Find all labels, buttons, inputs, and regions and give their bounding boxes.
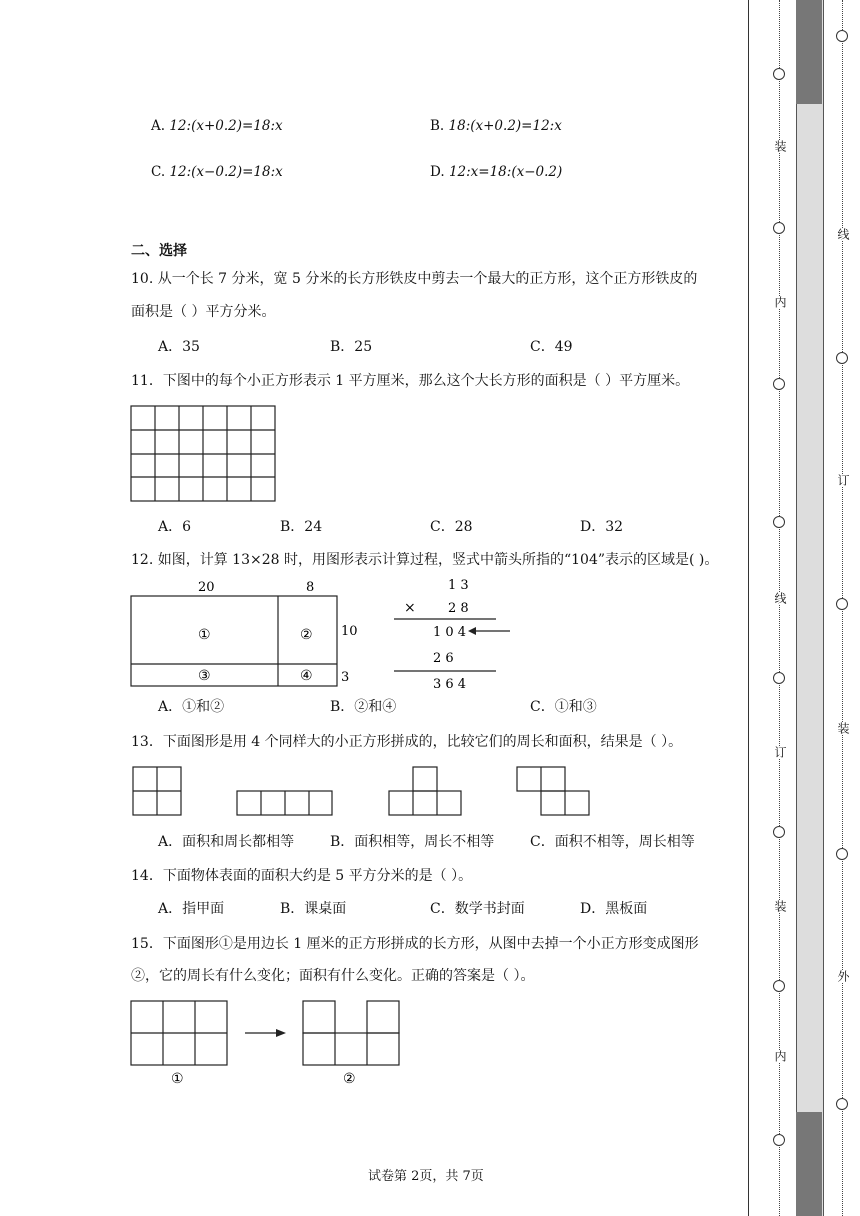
binding-char: 订 xyxy=(836,474,850,486)
q15-text-line2: ②，它的周长有什么变化；面积有什么变化。正确的答案是（ ）。 xyxy=(131,968,535,984)
q12-result: 3 6 4 xyxy=(433,677,467,692)
q11-text: 11．下图中的每个小正方形表示 1 平方厘米，那么这个大长方形的面积是（ ）平方厘米。 xyxy=(131,373,690,389)
q12-region-1: ① xyxy=(198,627,211,643)
binding-char: 装 xyxy=(773,900,787,912)
q11-grid-figure xyxy=(130,405,278,503)
q12-label-10: 10 xyxy=(341,624,358,639)
q13-shape-t xyxy=(389,767,461,815)
binding-circle-icon xyxy=(773,980,785,992)
binding-char: 线 xyxy=(773,592,787,604)
binding-circle-icon xyxy=(836,848,848,860)
q9-option-a: A. 12:(x+0.2)=18:x xyxy=(151,118,283,134)
q14-text: 14．下面物体表面的面积大约是 5 平方分米的是（ ）。 xyxy=(131,868,473,884)
q10-option-b: B．25 xyxy=(330,339,373,355)
binding-circle-icon xyxy=(773,1134,785,1146)
binding-border xyxy=(748,0,749,1216)
q9-option-c: C. 12:(x−0.2)=18:x xyxy=(151,164,283,180)
q15-figure xyxy=(128,998,408,1090)
q13-option-b: B．面积相等，周长不相等 xyxy=(330,834,495,850)
q10-option-c: C．49 xyxy=(530,339,573,355)
binding-char: 装 xyxy=(836,722,850,734)
q11-option-d: D．32 xyxy=(580,519,624,535)
q11-option-a: A．6 xyxy=(158,519,192,535)
q13-option-a: A．面积和周长都相等 xyxy=(158,834,295,850)
q12-option-a: A．①和② xyxy=(158,699,225,715)
binding-circle-icon xyxy=(773,378,785,390)
q13-shape-s xyxy=(517,767,589,815)
binding-circle-icon xyxy=(773,516,785,528)
q9-option-b: B. 18:(x+0.2)=12:x xyxy=(430,118,562,134)
binding-char: 内 xyxy=(773,1050,787,1062)
binding-circle-icon xyxy=(836,598,848,610)
page-footer: 试卷第 2页，共 7页 xyxy=(368,1169,484,1184)
q15-text-line1: 15．下面图形①是用边长 1 厘米的正方形拼成的长方形，从图中去掉一个小正方形变成图形 xyxy=(131,936,699,952)
q12-partial-1: 1 0 4 xyxy=(433,625,467,640)
q12-region-2: ② xyxy=(300,627,313,643)
q12-partial-2: 2 6 xyxy=(433,651,454,666)
q10-text-line2: 面积是（ ）平方分米。 xyxy=(131,304,276,320)
binding-char: 订 xyxy=(773,746,787,758)
q10-text-line1: 10. 从一个长 7 分米，宽 5 分米的长方形铁皮中剪去一个最大的正方形，这个正方形铁皮的 xyxy=(131,271,698,287)
q9-option-d: D. 12:x=18:(x−0.2) xyxy=(430,164,563,180)
section-title: 二、选择 xyxy=(131,243,187,259)
q12-option-b: B．②和④ xyxy=(330,699,397,715)
q15-label-1: ① xyxy=(171,1071,184,1087)
q12-figure xyxy=(128,575,518,695)
arrow-icon xyxy=(468,627,476,635)
binding-char: 线 xyxy=(836,228,850,240)
q14-option-b: B．课桌面 xyxy=(280,901,347,917)
q13-shapes-figure xyxy=(128,764,598,818)
q12-label-3: 3 xyxy=(341,670,350,685)
binding-circle-icon xyxy=(773,222,785,234)
q14-option-c: C．数学书封面 xyxy=(430,901,525,917)
q12-region-4: ④ xyxy=(300,668,313,684)
arrow-icon xyxy=(276,1029,286,1037)
q12-mul-line1: 1 3 xyxy=(448,578,469,593)
q12-label-20: 20 xyxy=(198,580,215,595)
q12-label-8: 8 xyxy=(306,580,315,595)
q11-option-c: C．28 xyxy=(430,519,473,535)
q10-option-a: A．35 xyxy=(158,339,200,355)
binding-strip xyxy=(796,0,824,1216)
q11-option-b: B．24 xyxy=(280,519,323,535)
binding-strip-bottom xyxy=(796,1112,822,1216)
q13-option-c: C．面积不相等，周长相等 xyxy=(530,834,695,850)
q14-option-d: D．黑板面 xyxy=(580,901,648,917)
binding-char: 内 xyxy=(773,296,787,308)
q13-text: 13．下面图形是用 4 个同样大的小正方形拼成的，比较它们的周长和面积，结果是（ ）。 xyxy=(131,734,683,750)
binding-circle-icon xyxy=(773,68,785,80)
q14-option-a: A．指甲面 xyxy=(158,901,225,917)
binding-strip-top xyxy=(796,0,822,104)
binding-circle-icon xyxy=(836,352,848,364)
binding-circle-icon xyxy=(836,30,848,42)
q12-mul-line2: 2 8 xyxy=(448,601,469,616)
binding-char: 装 xyxy=(773,140,787,152)
binding-char: 外 xyxy=(836,970,850,982)
q12-text: 12. 如图，计算 13×28 时，用图形表示计算过程，竖式中箭头所指的“104”表示的区域是( )。 xyxy=(131,552,719,568)
q12-region-3: ③ xyxy=(198,668,211,684)
q12-option-c: C．①和③ xyxy=(530,699,597,715)
q12-mul-sign: × xyxy=(404,600,416,616)
binding-circle-icon xyxy=(773,672,785,684)
q15-shape-2 xyxy=(303,1001,399,1065)
binding-circle-icon xyxy=(773,826,785,838)
q15-label-2: ② xyxy=(343,1071,356,1087)
inner-cut-line xyxy=(779,0,780,1216)
binding-circle-icon xyxy=(836,1098,848,1110)
